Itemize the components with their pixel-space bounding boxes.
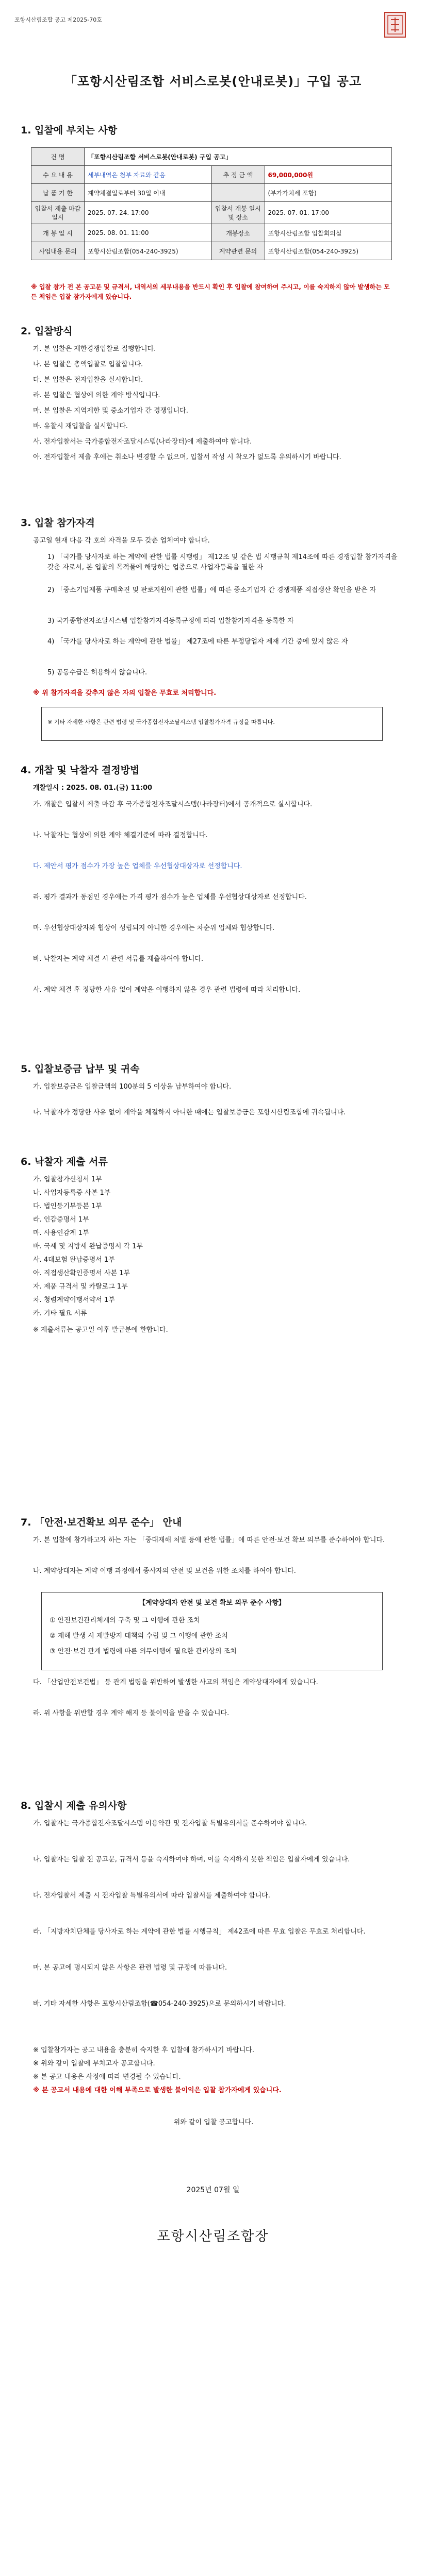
list-item: 5) 공동수급은 허용하지 않습니다. [47, 669, 148, 676]
list-item: 아. 전자입찰서 제출 후에는 취소나 변경할 수 없으며, 입찰서 작성 시 착오가 없도록 유의하시기 바랍니다. [33, 453, 341, 461]
list-item: 바. 낙찰자는 계약 체결 시 관련 서류를 제출하여야 합니다. [33, 955, 204, 963]
section-7-heading: 7. 「안전·보건확보 의무 준수」 안내 [21, 1517, 182, 1528]
safety-box-title: 【계약상대자 안전 및 보건 확보 의무 준수 사항】 [139, 1599, 285, 1607]
issuer-name: 포항시산림조합장 [157, 2229, 269, 2244]
section-2-heading: 2. 입찰방식 [21, 326, 73, 337]
section-4-heading: 4. 개찰 및 낙찰자 결정방법 [21, 765, 140, 776]
table-value: 포항시산림조합 입찰회의실 [265, 224, 392, 242]
table-value: 포항시산림조합(054-240-3925) [265, 242, 392, 260]
list-item: 가. 본 입찰은 제한경쟁입찰로 집행합니다. [33, 345, 156, 353]
list-item: 라. 인감증명서 1부 [33, 1216, 89, 1224]
list-item: 다. 법인등기부등본 1부 [33, 1202, 102, 1210]
list-item: 다. 「산업안전보건법」 등 관계 법령을 위반하여 발생한 사고의 책임은 계약상대자에게 있습니다. [33, 1679, 318, 1686]
safety-box-line: ③ 안전·보건 관계 법령에 따른 의무이행에 필요한 관리상의 조치 [50, 1648, 237, 1655]
table-row [31, 224, 392, 242]
list-item: 나. 낙찰자가 정당한 사유 없이 계약을 체결하지 아니한 때에는 입찰보증금은 포항시산림조합에 귀속됩니다. [33, 1109, 346, 1116]
list-item: 가. 개찰은 입찰서 제출 마감 후 국가종합전자조달시스템(나라장터)에서 공개적으로 실시합니다. [33, 801, 313, 808]
list-item: 나. 낙찰자는 협상에 의한 계약 체결기준에 따라 결정합니다. [33, 832, 208, 839]
table-label [211, 184, 265, 202]
table-value: (부가가치세 포함) [265, 184, 392, 202]
list-item: 다. 본 입찰은 전자입찰을 실시합니다. [33, 376, 143, 384]
list-item: 가. 입찰참가신청서 1부 [33, 1176, 102, 1183]
list-item: 사. 전자입찰서는 국가종합전자조달시스템(나라장터)에 제출하여야 합니다. [33, 438, 252, 446]
list-item: 가. 본 입찰에 참가하고자 하는 자는 「중대재해 처벌 등에 관한 법률」에 따른 안전·보건 확보 의무를 준수하여야 합니다. [33, 1536, 385, 1544]
table-label: 계약관련 문의 [211, 242, 265, 260]
list-item: 마. 본 입찰은 지역제한 및 중소기업자 간 경쟁입니다. [33, 407, 188, 415]
estimated-amount: 69,000,000원 [265, 166, 392, 184]
table-label: 수 요 내 용 [31, 166, 85, 184]
list-item: 라. 평가 결과가 동점인 경우에는 가격 평가 점수가 높은 업체를 우선협상대상자로 선정합니다. [33, 893, 307, 901]
bid-info-table [31, 147, 392, 260]
list-item: 나. 입찰자는 입찰 전 공고문, 규격서 등을 숙지하여야 하며, 이를 숙지하지 못한 책임은 입찰자에게 있습니다. [33, 1856, 350, 1863]
table-label: 건 명 [31, 148, 85, 166]
list-item: 사. 계약 체결 후 정당한 사유 없이 계약을 이행하지 않을 경우 관련 법령에 따라 처리합니다. [33, 986, 301, 994]
list-item: 4) 「국가를 당사자로 하는 계약에 관한 법률」 제27조에 따른 부정당업자 제재 기간 중에 있지 않은 자 [47, 638, 348, 646]
section-3-warning: ※ 위 참가자격을 갖추지 않은 자의 입찰은 무효로 처리합니다. [33, 689, 217, 697]
list-item: 차. 청렴계약이행서약서 1부 [33, 1296, 115, 1304]
list-item: 바. 유찰시 재입찰을 실시합니다. [33, 422, 128, 430]
list-item: 나. 계약상대자는 계약 이행 과정에서 종사자의 안전 및 보건을 위한 조치를 하여야 합니다. [33, 1567, 296, 1575]
list-item: 마. 사용인감계 1부 [33, 1229, 89, 1237]
list-item: 다. 제안서 평가 점수가 가장 높은 업체를 우선협상대상자로 선정합니다. [33, 862, 242, 870]
table-row [31, 242, 392, 260]
list-item: 카. 기타 필요 서류 [33, 1310, 87, 1317]
list-item: 아. 직접생산확인증명서 사본 1부 [33, 1269, 130, 1277]
table-label: 개 봉 일 시 [31, 224, 85, 242]
closing-statement: 위와 같이 입찰 공고합니다. [173, 2119, 254, 2126]
list-item: 바. 기타 자세한 사항은 포항시산림조합(☎054-240-3925)으로 문의하시기 바랍니다. [33, 2000, 286, 2008]
section-6-heading: 6. 낙찰자 제출 서류 [21, 1156, 108, 1167]
section-1-note: ※ 입찰 참가 전 본 공고문 및 규격서, 내역서의 세부내용을 반드시 확인 후 입찰에 참여하여 주시고, 이를 숙지하지 않아 발생하는 모든 책임은 입찰 참가자에게 있습니다. [31, 283, 390, 300]
table-label: 납 품 기 한 [31, 184, 85, 202]
announcement-number: 포항시산림조합 공고 제2025-70호 [14, 16, 102, 23]
closing-line: ※ 위와 같이 입찰에 부치고자 공고합니다. [33, 2060, 155, 2067]
table-row [31, 202, 392, 224]
table-row [31, 166, 392, 184]
safety-box-line: ② 재해 발생 시 재발방지 대책의 수립 및 그 이행에 관한 조치 [50, 1632, 228, 1640]
list-item: 자. 제품 규격서 및 카탈로그 1부 [33, 1283, 128, 1291]
section-3-intro: 공고일 현재 다음 각 호의 자격을 모두 갖춘 업체여야 합니다. [33, 537, 210, 545]
list-item: 사. 4대보험 완납증명서 1부 [33, 1256, 115, 1264]
list-item: 나. 사업자등록증 사본 1부 [33, 1189, 111, 1197]
safety-box-line: ① 안전보건관리체계의 구축 및 그 이행에 관한 조치 [50, 1617, 200, 1624]
closing-warning: ※ 본 공고서 내용에 대한 이해 부족으로 발생한 불이익은 입찰 참가자에게 있습니다. [33, 2087, 282, 2094]
section-3-heading: 3. 입찰 참가자격 [21, 517, 95, 529]
table-value: 2025. 08. 01. 11:00 [85, 224, 212, 242]
table-row [31, 148, 392, 166]
table-row [31, 184, 392, 202]
list-item: 2) 「중소기업제품 구매촉진 및 판로지원에 관한 법률」에 따른 중소기업자 간 경쟁제품 직접생산 확인을 받은 자 [47, 586, 376, 594]
list-item: 라. 위 사항을 위반할 경우 계약 해지 등 불이익을 받을 수 있습니다. [33, 1709, 230, 1717]
list-item: 라. 본 입찰은 협상에 의한 계약 방식입니다. [33, 392, 160, 399]
table-value: 포항시산림조합(054-240-3925) [85, 242, 212, 260]
table-value: 2025. 07. 01. 17:00 [265, 202, 392, 224]
section-6-note: ※ 제출서류는 공고일 이후 발급분에 한합니다. [33, 1326, 168, 1334]
table-value: 2025. 07. 24. 17:00 [85, 202, 212, 224]
closing-line: ※ 본 공고 내용은 사정에 따라 변경될 수 있습니다. [33, 2073, 181, 2081]
closing-line: ※ 입찰참가자는 공고 내용을 충분히 숙지한 후 입찰에 참가하시기 바랍니다. [33, 2046, 254, 2054]
open-time: 개찰일시 : 2025. 08. 01.(금) 11:00 [33, 784, 153, 792]
table-label: 추 정 금 액 [211, 166, 265, 184]
table-value: 「포항시산림조합 서비스로봇(안내로봇) 구입 공고」 [85, 148, 392, 166]
list-item: 마. 본 공고에 명시되지 않은 사항은 관련 법령 및 규정에 따릅니다. [33, 1964, 227, 1972]
list-item: 다. 전자입찰서 제출 시 전자입찰 특별유의서에 따라 입찰서를 제출하여야 합니다. [33, 1892, 270, 1900]
list-item: 라. 「지방자치단체를 당사자로 하는 계약에 관한 법률 시행규칙」 제42조에 따른 무효 입찰은 무효로 처리합니다. [33, 1928, 366, 1936]
seal-icon [384, 11, 406, 38]
list-item: 가. 입찰자는 국가종합전자조달시스템 이용약관 및 전자입찰 특별유의서를 준수하여야 합니다. [33, 1820, 307, 1827]
page-title: 「포항시산림조합 서비스로봇(안내로봇)」구입 공고 [64, 74, 362, 89]
section-3-box-note: ※ 기타 자세한 사항은 관련 법령 및 국가종합전자조달시스템 입찰참가자격 규정을 따릅니다. [47, 719, 275, 725]
announcement-date: 2025년 07월 일 [186, 2186, 240, 2194]
section-5-heading: 5. 입찰보증금 납부 및 귀속 [21, 1063, 140, 1075]
list-item: 1) 「국가를 당사자로 하는 계약에 관한 법률 시행령」 제12조 및 같은 법 시행규칙 제14조에 따른 경쟁입찰 참가자격을 갖춘 자로서, 본 입찰의 목적물에 해당하는 업종으로 사업자등록을 필한 자 [47, 553, 398, 571]
list-item: 바. 국세 및 지방세 완납증명서 각 1부 [33, 1243, 143, 1250]
table-label: 입찰서 제출 마감 일시 [31, 202, 85, 224]
table-label: 입찰서 개봉 일시 및 장소 [211, 202, 265, 224]
section-1-heading: 1. 입찰에 부치는 사항 [21, 125, 118, 136]
table-label: 개봉장소 [211, 224, 265, 242]
section-8-heading: 8. 입찰시 제출 유의사항 [21, 1800, 127, 1811]
list-item: 가. 입찰보증금은 입찰금액의 100분의 5 이상을 납부하여야 합니다. [33, 1083, 232, 1091]
list-item: 3) 국가종합전자조달시스템 입찰참가자격등록규정에 따라 입찰참가자격을 등록한 자 [47, 617, 294, 625]
list-item: 마. 우선협상대상자와 협상이 성립되지 아니한 경우에는 차순위 업체와 협상합니다. [33, 924, 275, 932]
table-value: 계약체결일로부터 30일 이내 [85, 184, 212, 202]
table-value: 세부내역은 첨부 자료와 같음 [85, 166, 212, 184]
list-item: 나. 본 입찰은 총액입찰로 입찰합니다. [33, 361, 143, 368]
table-label: 사업내용 문의 [31, 242, 85, 260]
